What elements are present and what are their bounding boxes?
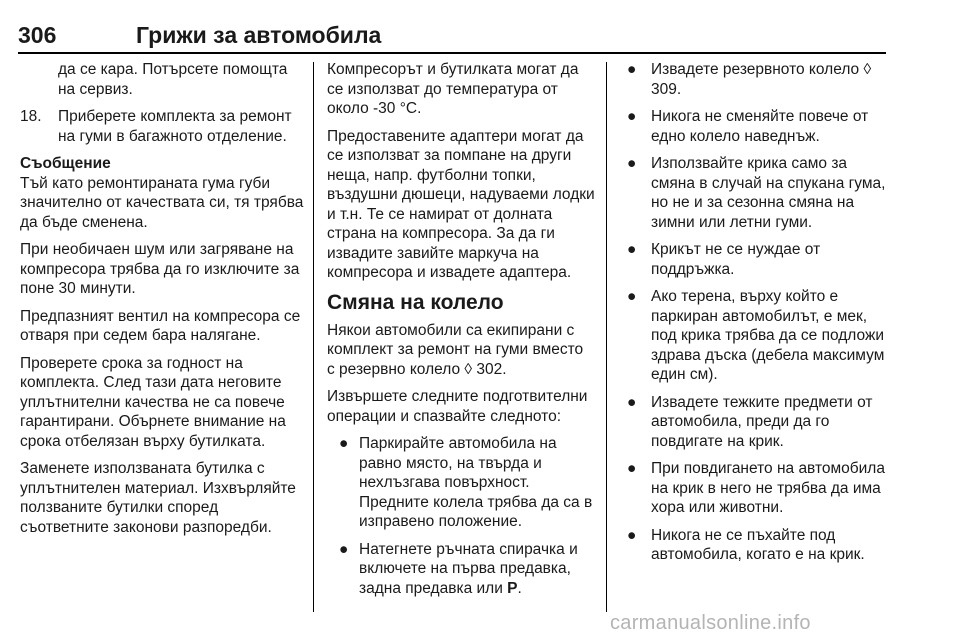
note-text: Тъй като ремонтираната гума губи значително от качествата си, тя трябва да бъде сменена. [20,174,304,231]
bullet-icon: ● [627,526,637,544]
paragraph-replace: Заменете използваната бутилка с уплътнителен материал. Изхвърляйте ползваните бутилки според съответните законови разпоредби. [20,460,296,536]
bullet-icon: ● [627,61,637,78]
gear-p-label: P [507,579,518,597]
paragraph-valve: Предпазният вентил на компресора се отваря при седем бара налягане. [20,307,301,344]
step-continuation: да се кара. Потърсете помощта на сервиз. [58,61,288,98]
column-2 [327,60,595,606]
list-item-text: Ако терена, върху който е паркиран автомобилът, е мек, под крика трябва да се подложи здрава дъска (дебела максимум един см). [651,288,885,383]
paragraph-preparation: Извършете следните подготвителни операции и спазвайте следното: [327,388,588,425]
list-item [621,60,891,99]
watermark: carmanualsonline.info [610,612,811,634]
bullet-icon: ● [627,288,637,305]
paragraph-noise: При необичаен шум или загряване на компресора трябва да го изключите за поне 30 минути. [20,241,300,297]
list-item [327,540,595,599]
gear-p-period: . [517,579,522,597]
list-item-text: Никога не се пъхайте под автомобила, когато е на крик. [651,526,865,563]
page-number: 306 [18,22,57,48]
list-item [621,393,891,452]
list-item [621,240,891,279]
list-item [621,459,891,518]
preparation-list [327,434,595,598]
bullet-icon: ● [627,108,637,125]
list-item [327,434,595,532]
paragraph-temperature: Компресорът и бутилката могат да се използват до температура от около -30 °C. [327,61,579,117]
page-title: Грижи за автомобила [136,22,382,48]
list-item-text: Никога не сменяйте повече от едно колело наведнъж. [651,108,869,145]
list-item-text: Натегнете ръчната спирачка и включете на първа предавка, задна предавка или [359,540,578,597]
wheel-change-list [621,60,891,565]
step-number: 18. [20,108,42,125]
bullet-icon: ● [627,393,637,411]
bullet-icon: ● [339,435,349,452]
list-item [621,154,891,232]
column-3 [621,60,891,573]
list-item-text: Използвайте крика само за смяна в случай на спукана гума, но не и за сезонна смяна на зимни или летни гуми. [651,155,886,231]
bullet-icon: ● [627,155,637,172]
bullet-icon: ● [339,540,349,558]
step-text: Приберете комплекта за ремонт на гуми в багажното отделение. [58,108,292,145]
list-item [621,287,891,385]
column-divider-1 [313,62,314,612]
step-18 [20,107,305,146]
paragraph-intro: Някои автомобили са екипирани с комплект за ремонт на гуми вместо с резервно колело ◊ 302. [327,321,584,378]
bullet-icon: ● [627,241,637,258]
section-heading: Смяна на колело [327,290,504,314]
list-item-text: Извадете резервното колело ◊ 309. [651,61,872,98]
page-header [18,22,886,54]
note-heading: Съобщение [20,155,111,172]
column-divider-2 [606,62,607,612]
column-1 [20,60,305,545]
list-item [621,526,891,565]
list-item-text: Крикът не се нуждае от поддръжка. [651,241,821,278]
paragraph-expiry: Проверете срока за годност на комплекта. След тази дата неговите уплътнителни качества не са повече гарантирани. Обърнете внимание на срока отбелязан върху бутилката. [20,354,286,450]
list-item [621,107,891,146]
list-item-text: Извадете тежките предмети от автомобила, преди да го повдигате на крик. [651,393,873,450]
list-item-text: При повдигането на автомобила на крик в него не трябва да има хора или животни. [651,460,885,516]
bullet-icon: ● [627,460,637,477]
paragraph-adapters: Предоставените адаптери могат да се използват за помпане на други неща, напр. футболни топки, въздушни дюшеци, надуваеми лодки и т.н. Те се намират от долната страна на компресора. За да ги извадите завийте маркуча на компресора и извадете адаптера. [327,127,595,281]
list-item-text: Паркирайте автомобила на равно място, на твърда и нехлъзгава повърхност. Предните колела трябва да са в изправено положение. [359,435,593,530]
